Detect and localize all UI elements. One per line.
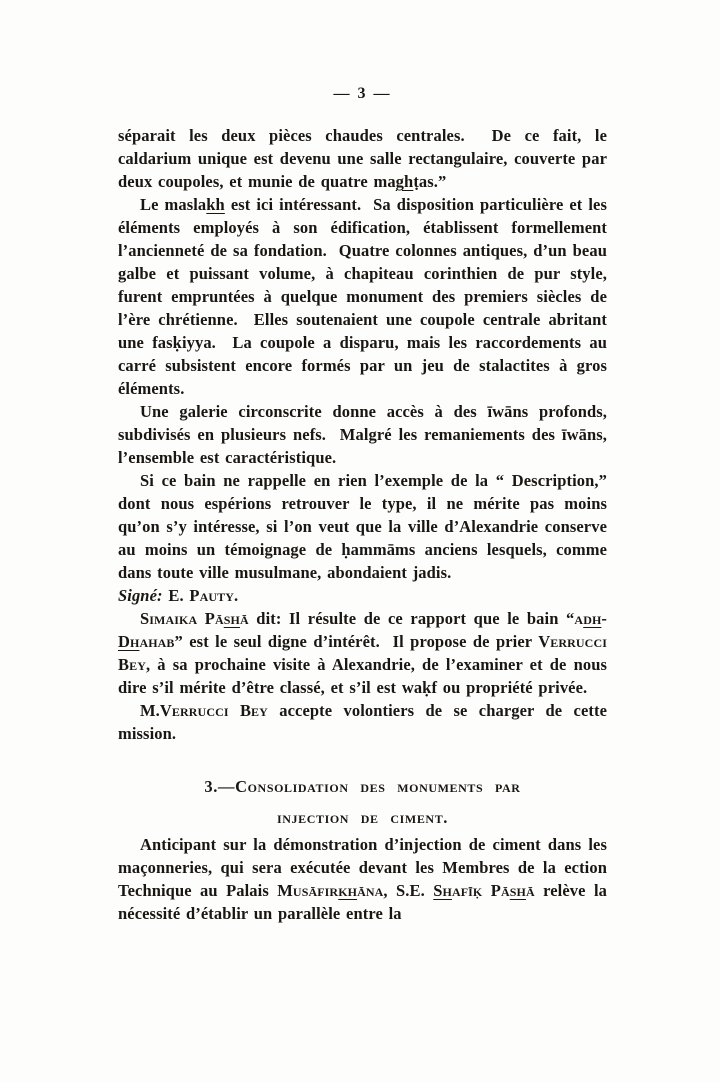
paragraph-anticipant: Anticipant sur la démonstration d’injection de ciment dans les maçonneries, qui sera exécutée devant les Membres de la ection Technique au Palais Musāfirkhāna, S.E. Shafīḳ Pāshā relève la nécessité d’établir un parallèle entre la [118,835,607,923]
paragraph-maslakh: Le maslakh est ici intéressant. Sa disposition particulière et les éléments employés à son édification, établissent formellement l’ancienneté de sa fondation. Quatre colonnes antiques, d’un beau galbe et puissant volume, à chapiteau corinthien de pur style, furent empruntées à quelque monument des premiers siècles de l’ère chrétienne. Elles soutenaient une coupole centrale abritant une fasḳiyya. La coupole a disparu, mais les raccordements au carré subsistent encore formés par un jeu de stalactites à gros éléments. [118,195,607,398]
page-number: — 3 — [333,85,392,102]
signature-line: Signé: E. Pauty. [118,586,239,605]
paragraph-galerie: Une galerie circonscrite donne accès à des īwāns profonds, subdivisés en plusieurs nefs. Malgré les remaniements des īwāns, l’ensemble est caractéristique. [118,402,607,467]
section-heading [118,771,607,833]
page-text-block [118,84,607,925]
paragraph-simaika-pasha: Simaika Pāshā dit: Il résulte de ce rapport que le bain “adh-Dhahab” est le seul digne d’intérêt. Il propose de prier Verrucci Bey, à sa prochaine visite à Alexandrie, de l’examiner et de nous dire s’il mérite d’être classé, et s’il est waḳf ou propriété privée. [118,609,607,697]
section-heading-line-2: injection de ciment. [276,808,449,827]
section-heading-line-1: 3.—Consolidation des monuments par [204,777,521,796]
paragraph-verrucci-bey: M.Verrucci Bey accepte volontiers de se charger de cette mission. [118,701,607,743]
paragraph-separait: séparait les deux pièces chaudes centrales. De ce fait, le caldarium unique est devenu une salle rectangulaire, couverte par deux coupoles, et munie de quatre maghṭas.” [118,126,607,191]
paragraph-si-ce-bain: Si ce bain ne rappelle en rien l’exemple de la “ Description,” dont nous espérions retrouver le type, il ne mérite pas moins qu’on s’y intéresse, si l’on veut que la ville d’Alexandrie conserve au moins un témoignage de ḥammāms anciens lesquels, comme dans toute ville musulmane, abondaient jadis. [118,471,607,582]
